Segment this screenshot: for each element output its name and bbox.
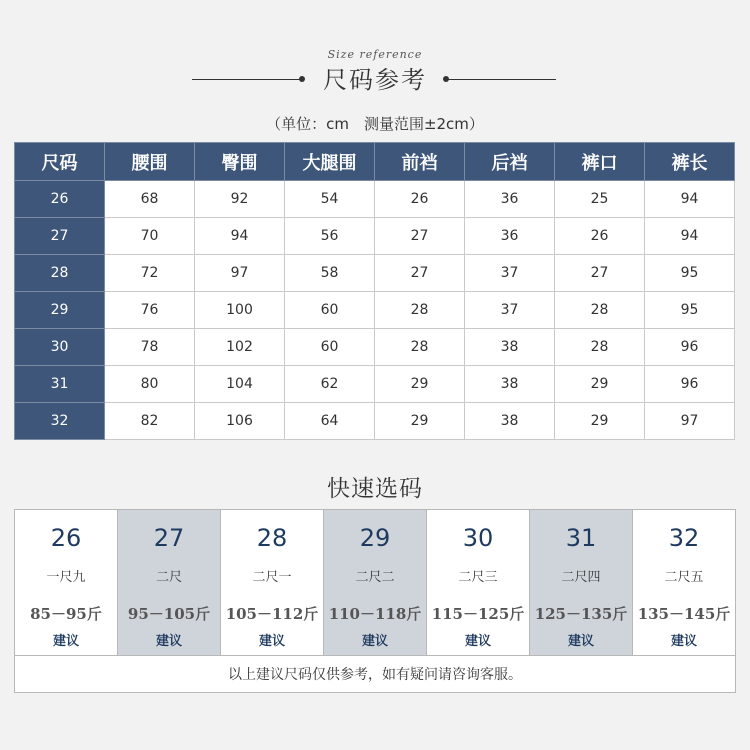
- quick-select-table: [14, 509, 736, 693]
- measure-cell: 54: [285, 181, 375, 218]
- script-title: Size reference: [327, 48, 423, 61]
- measure-cell: 58: [285, 255, 375, 292]
- size-label-cell: 31: [15, 366, 105, 403]
- size-table-body: [15, 181, 735, 440]
- quick-size-name: 一尺九: [46, 570, 86, 585]
- quick-size-number: 30: [462, 524, 494, 552]
- quick-advice-label: 建议: [361, 634, 388, 649]
- measure-cell: 28: [375, 292, 465, 329]
- measure-cell: 106: [195, 403, 285, 440]
- quick-advice-label: 建议: [670, 634, 697, 649]
- measure-cell: 64: [285, 403, 375, 440]
- quick-weight-range: 110－118斤: [328, 605, 422, 623]
- quick-size-card: [530, 510, 633, 656]
- quick-select-row: [15, 510, 736, 656]
- quick-advice-label: 建议: [464, 634, 491, 649]
- title-divider-right: [448, 79, 556, 80]
- measure-cell: 36: [465, 218, 555, 255]
- measure-cell: 38: [465, 403, 555, 440]
- size-label-cell: 32: [15, 403, 105, 440]
- quick-note: 以上建议尺码仅供参考，如有疑问请咨询客服。: [15, 656, 736, 693]
- measure-cell: 96: [645, 366, 735, 403]
- measure-cell: 56: [285, 218, 375, 255]
- quick-weight-range: 105－112斤: [225, 605, 319, 623]
- measure-cell: 60: [285, 329, 375, 366]
- measure-cell: 37: [465, 255, 555, 292]
- size-table: [14, 142, 735, 440]
- quick-size-number: 31: [565, 524, 597, 552]
- measure-cell: 78: [105, 329, 195, 366]
- quick-size-name: 二尺三: [458, 570, 498, 585]
- measure-cell: 29: [555, 403, 645, 440]
- size-table-header-cell: 裤长: [645, 143, 735, 181]
- quick-weight-range: 95－105斤: [127, 605, 211, 623]
- measure-cell: 26: [555, 218, 645, 255]
- quick-weight-range: 135－145斤: [637, 605, 731, 623]
- quick-size-number: 28: [256, 524, 288, 552]
- measure-cell: 27: [555, 255, 645, 292]
- measure-cell: 97: [195, 255, 285, 292]
- size-table-header-cell: 后裆: [465, 143, 555, 181]
- measure-cell: 95: [645, 255, 735, 292]
- table-row: [15, 218, 735, 255]
- size-table-header-cell: 臀围: [195, 143, 285, 181]
- size-label-cell: 26: [15, 181, 105, 218]
- measure-cell: 37: [465, 292, 555, 329]
- measure-cell: 76: [105, 292, 195, 329]
- measure-cell: 97: [645, 403, 735, 440]
- quick-size-name: 二尺二: [355, 570, 395, 585]
- measure-cell: 27: [375, 218, 465, 255]
- measure-cell: 102: [195, 329, 285, 366]
- measure-cell: 94: [195, 218, 285, 255]
- quick-size-card: [221, 510, 324, 656]
- measure-cell: 28: [375, 329, 465, 366]
- measure-cell: 96: [645, 329, 735, 366]
- quick-size-name: 二尺五: [664, 570, 704, 585]
- size-table-header-cell: 腰围: [105, 143, 195, 181]
- measure-cell: 94: [645, 181, 735, 218]
- quick-size-number: 27: [153, 524, 185, 552]
- quick-weight-range: 85－95斤: [30, 605, 102, 623]
- size-label-cell: 28: [15, 255, 105, 292]
- quick-weight-range: 115－125斤: [431, 605, 525, 623]
- table-row: [15, 403, 735, 440]
- measure-cell: 95: [645, 292, 735, 329]
- measure-cell: 29: [375, 403, 465, 440]
- measure-cell: 68: [105, 181, 195, 218]
- quick-size-number: 29: [359, 524, 391, 552]
- size-table-header-cell: 前裆: [375, 143, 465, 181]
- measure-cell: 62: [285, 366, 375, 403]
- measure-cell: 28: [555, 329, 645, 366]
- measure-cell: 104: [195, 366, 285, 403]
- measure-cell: 36: [465, 181, 555, 218]
- size-table-header-cell: 尺码: [15, 143, 105, 181]
- measure-cell: 38: [465, 366, 555, 403]
- measure-cell: 38: [465, 329, 555, 366]
- table-row: [15, 255, 735, 292]
- measure-cell: 100: [195, 292, 285, 329]
- quick-size-name: 二尺四: [561, 570, 601, 585]
- quick-size-name: 二尺一: [252, 570, 292, 585]
- quick-advice-label: 建议: [567, 634, 594, 649]
- quick-size-name: 二尺: [155, 570, 182, 585]
- size-table-header-cell: 裤口: [555, 143, 645, 181]
- measure-cell: 60: [285, 292, 375, 329]
- measure-cell: 27: [375, 255, 465, 292]
- table-row: [15, 366, 735, 403]
- quick-size-card: [633, 510, 736, 656]
- header: [0, 0, 750, 140]
- measure-cell: 29: [375, 366, 465, 403]
- quick-size-card: [427, 510, 530, 656]
- measure-cell: 72: [105, 255, 195, 292]
- table-row: [15, 181, 735, 218]
- size-table-header-cell: 大腿围: [285, 143, 375, 181]
- quick-select-title: 快速选码: [327, 476, 423, 502]
- quick-advice-label: 建议: [258, 634, 285, 649]
- quick-advice-label: 建议: [52, 634, 79, 649]
- size-table-header-row: [15, 143, 735, 181]
- measure-cell: 80: [105, 366, 195, 403]
- unit-note: （单位：cm 测量范围±2cm）: [266, 115, 484, 133]
- size-label-cell: 30: [15, 329, 105, 366]
- page-title: 尺码参考: [323, 66, 427, 94]
- size-label-cell: 27: [15, 218, 105, 255]
- measure-cell: 70: [105, 218, 195, 255]
- quick-advice-label: 建议: [155, 634, 182, 649]
- measure-cell: 94: [645, 218, 735, 255]
- quick-weight-range: 125－135斤: [534, 605, 628, 623]
- measure-cell: 28: [555, 292, 645, 329]
- quick-size-card: [15, 510, 118, 656]
- measure-cell: 26: [375, 181, 465, 218]
- table-row: [15, 329, 735, 366]
- quick-size-number: 32: [668, 524, 700, 552]
- table-row: [15, 292, 735, 329]
- quick-size-card: [324, 510, 427, 656]
- measure-cell: 25: [555, 181, 645, 218]
- measure-cell: 82: [105, 403, 195, 440]
- measure-cell: 92: [195, 181, 285, 218]
- size-label-cell: 29: [15, 292, 105, 329]
- quick-size-number: 26: [50, 524, 82, 552]
- quick-size-card: [118, 510, 221, 656]
- quick-note-row: [15, 656, 736, 693]
- measure-cell: 29: [555, 366, 645, 403]
